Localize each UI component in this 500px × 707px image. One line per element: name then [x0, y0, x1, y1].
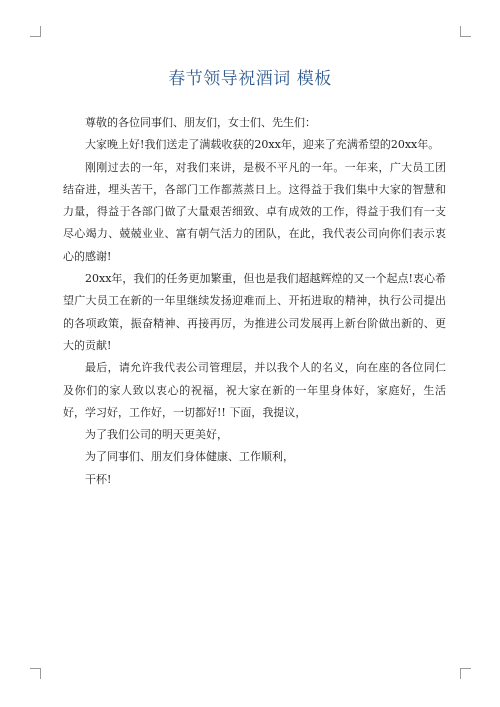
outlook-paragraph: 20xx年，我们的任务更加繁重，但也是我们超越辉煌的又一个起点!衷心希望广大员工在新的一年里继续发扬迎难而上、开拓进取的精神，执行公司提出的各项政策，振奋精神、再接再厉，为推进公司发展再上新台阶做出新的、更大的贡献!	[63, 272, 446, 352]
page-corner-mark-top-left	[30, 26, 41, 37]
salutation-paragraph: 尊敬的各位同事们、朋友们，女士们、先生们：	[85, 116, 316, 129]
page-corner-mark-top-right	[460, 26, 471, 37]
toast-line-colleagues: 为了同事们、朋友们身体健康、工作顺利，	[85, 450, 294, 464]
document-title: 春节领导祝酒词 模板	[168, 69, 332, 89]
greeting-paragraph: 大家晚上好!我们送走了满载收获的20xx年，迎来了充满希望的20xx年。	[85, 138, 440, 152]
toast-line-cheers: 干杯!	[85, 472, 112, 486]
page-corner-mark-bottom-left	[30, 668, 41, 679]
closing-paragraph: 最后，请允许我代表公司管理层，并以我个人的名义，向在座的各位同仁及你们的家人致以衷心的祝福，祝大家在新的一年里身体好，家庭好，生活好，学习好，工作好，一切都好!! 下面，我提议，	[63, 361, 446, 419]
document-body	[63, 112, 446, 491]
toast-line-company: 为了我们公司的明天更美好，	[85, 428, 228, 442]
review-paragraph: 刚刚过去的一年，对我们来讲，是极不平凡的一年。一年来，广大员工团结奋进，埋头苦干，各部门工作都蒸蒸日上。这得益于我们集中大家的智慧和力量，得益于各部门做了大量艰苦细致、卓有成效的工作，得益于我们有一支尽心竭力、兢兢业业、富有朝气活力的团队，在此，我代表公司向你们表示衷心的感谢!	[63, 160, 446, 263]
page-corner-mark-bottom-right	[460, 668, 471, 679]
